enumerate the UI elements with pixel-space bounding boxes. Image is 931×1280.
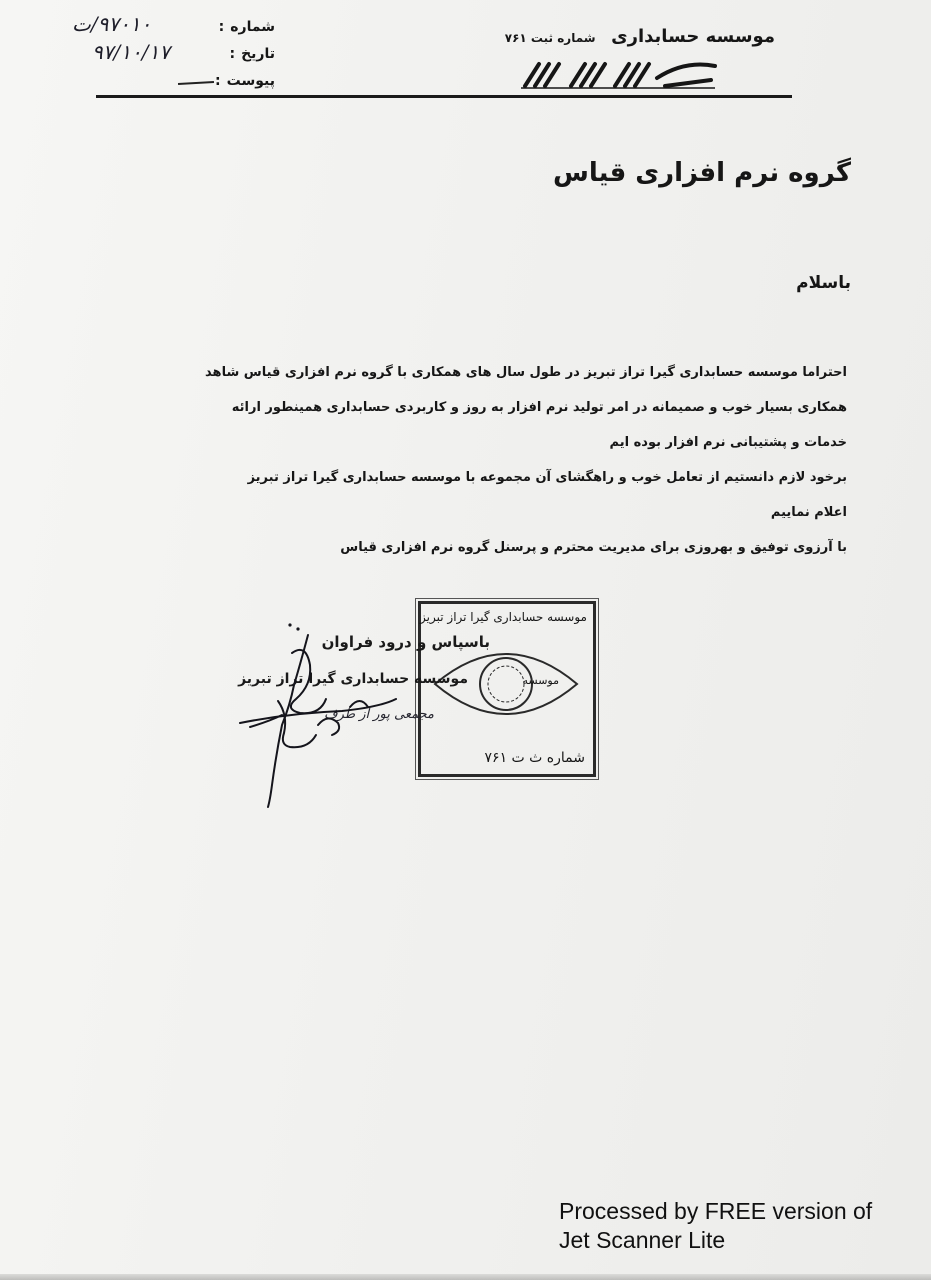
body-line: احتراما موسسه حسابداری گیرا تراز تبریز در طول سال های همکاری با گروه نرم افزاری قیاس شاهد (205, 365, 847, 380)
scanner-watermark (559, 1197, 919, 1255)
meta-colon: : (218, 19, 225, 35)
meta-colon: : (229, 46, 236, 62)
body-line: خدمات و پشتیبانی نرم افزار بوده ایم (609, 435, 847, 450)
signatory-org: موسسه حسابداری گیرا تراز تبریز (238, 671, 468, 687)
body-line: با آرزوی توفیق و بهروزی برای مدیریت محترم و پرسنل گروه نرم افزاری قیاس (340, 540, 847, 555)
salutation: باسلام (796, 273, 851, 293)
meta-row-number (165, 14, 275, 41)
handwritten-signature-icon (230, 595, 610, 815)
page-bottom-edge (0, 1274, 931, 1280)
letterhead-org-name: موسسه حسابداری (611, 26, 775, 47)
letterhead-registration: شماره ثبت ۷۶۱ (504, 31, 596, 45)
recipient: گروه نرم افزاری قیاس (552, 158, 851, 188)
watermark-line-2: Jet Scanner Lite (559, 1227, 726, 1253)
closing-thanks: باسپاس و درود فراوان (321, 633, 490, 651)
brand-logo-icon (515, 56, 725, 92)
body-line: همکاری بسیار خوب و صمیمانه در امر تولید نرم افزار به روز و کاربردی حسابداری همینطور ارائه (231, 400, 847, 415)
signatory-name: مجمعی پور از طرف (324, 707, 434, 722)
signature-area (230, 595, 610, 815)
meta-label-date: تاریخ (241, 46, 275, 62)
stamp-middle-text: موسسه (522, 674, 559, 687)
letter-meta (60, 10, 275, 90)
meta-colon: : (215, 73, 221, 89)
meta-label-number: شماره (230, 19, 275, 35)
stamp-top-text: موسسه حسابداری گیرا تراز تبریز (420, 610, 587, 624)
letterhead-title (505, 26, 775, 47)
handwritten-letter-date: ۹۷/۱۰/۱۷ (92, 40, 170, 64)
letterhead-logo (504, 20, 775, 92)
handwritten-letter-number: ۹۷۰۱۰/ت (72, 12, 152, 36)
body-line: اعلام نماییم (770, 505, 847, 520)
meta-row-attachment (165, 68, 275, 95)
meta-label-attachment: پیوست (226, 73, 275, 89)
header-divider (96, 95, 792, 98)
body-line: برخود لازم دانستیم از تعامل خوب و راهگشای آن مجموعه با موسسه حسابداری گیرا تراز تبریز (247, 470, 847, 485)
letter-body (205, 355, 847, 565)
meta-row-date (165, 41, 275, 68)
watermark-line-1: Processed by FREE version of (559, 1198, 873, 1224)
stamp-bottom-text: شماره ث ت ۷۶۱ (484, 750, 585, 766)
